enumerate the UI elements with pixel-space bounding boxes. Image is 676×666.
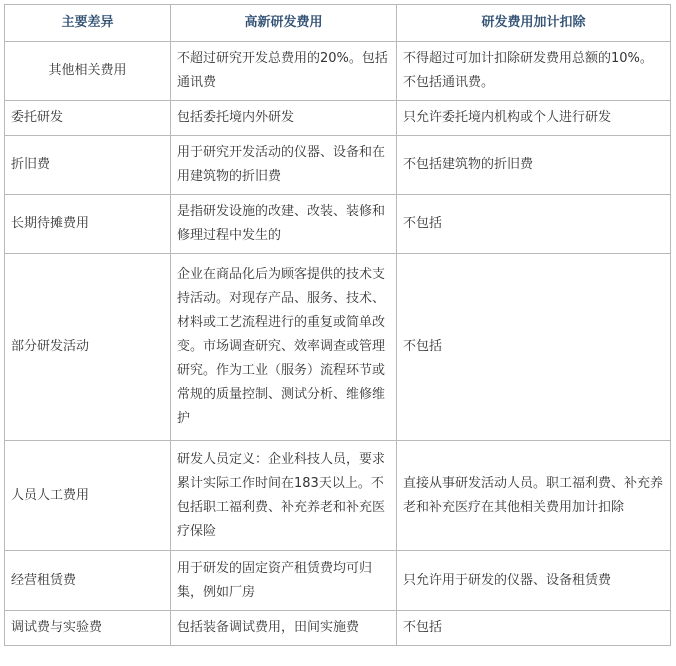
table-row <box>5 551 671 611</box>
row-label: 委托研发 <box>5 101 171 136</box>
row-label: 长期待摊费用 <box>5 195 171 254</box>
high-tech-cell: 用于研发的固定资产租赁费均可归集，例如厂房 <box>171 551 397 611</box>
row-label: 人员人工费用 <box>5 441 171 551</box>
deduction-cell: 不包括 <box>397 195 671 254</box>
header-high-tech-rd-cost: 高新研发费用 <box>171 5 397 42</box>
high-tech-cell: 不超过研究开发总费用的20%。包括通讯费 <box>171 42 397 101</box>
high-tech-cell: 企业在商品化后为顾客提供的技术支持活动。对现存产品、服务、技术、材料或工艺流程进行的重复或简单改变。市场调查研究、效率调查或管理研究。作为工业（服务）流程环节或常规的质量控制、测试分析、维修维护 <box>171 254 397 441</box>
deduction-cell: 不包括 <box>397 254 671 441</box>
row-label: 其他相关费用 <box>5 42 171 101</box>
comparison-table <box>4 4 671 646</box>
deduction-cell: 直接从事研发活动人员。职工福利费、补充养老和补充医疗在其他相关费用加计扣除 <box>397 441 671 551</box>
table-row <box>5 195 671 254</box>
table-row <box>5 441 671 551</box>
table-row <box>5 101 671 136</box>
row-label: 部分研发活动 <box>5 254 171 441</box>
row-label: 经营租赁费 <box>5 551 171 611</box>
table-row <box>5 254 671 441</box>
deduction-cell: 不包括 <box>397 611 671 646</box>
deduction-cell: 不得超过可加计扣除研发费用总额的10%。不包括通讯费。 <box>397 42 671 101</box>
row-label: 调试费与实验费 <box>5 611 171 646</box>
row-label: 折旧费 <box>5 136 171 195</box>
header-rd-super-deduction: 研发费用加计扣除 <box>397 5 671 42</box>
high-tech-cell: 是指研发设施的改建、改装、装修和修理过程中发生的 <box>171 195 397 254</box>
high-tech-cell: 包括委托境内外研发 <box>171 101 397 136</box>
deduction-cell: 不包括建筑物的折旧费 <box>397 136 671 195</box>
deduction-cell: 只允许用于研发的仪器、设备租赁费 <box>397 551 671 611</box>
high-tech-cell: 研发人员定义：企业科技人员，要求累计实际工作时间在183天以上。不包括职工福利费、补充养老和补充医疗保险 <box>171 441 397 551</box>
header-main-difference: 主要差异 <box>5 5 171 42</box>
high-tech-cell: 包括装备调试费用，田间实施费 <box>171 611 397 646</box>
table-row <box>5 611 671 646</box>
deduction-cell: 只允许委托境内机构或个人进行研发 <box>397 101 671 136</box>
table-row <box>5 42 671 101</box>
table-row <box>5 136 671 195</box>
table-header-row <box>5 5 671 42</box>
high-tech-cell: 用于研究开发活动的仪器、设备和在用建筑物的折旧费 <box>171 136 397 195</box>
